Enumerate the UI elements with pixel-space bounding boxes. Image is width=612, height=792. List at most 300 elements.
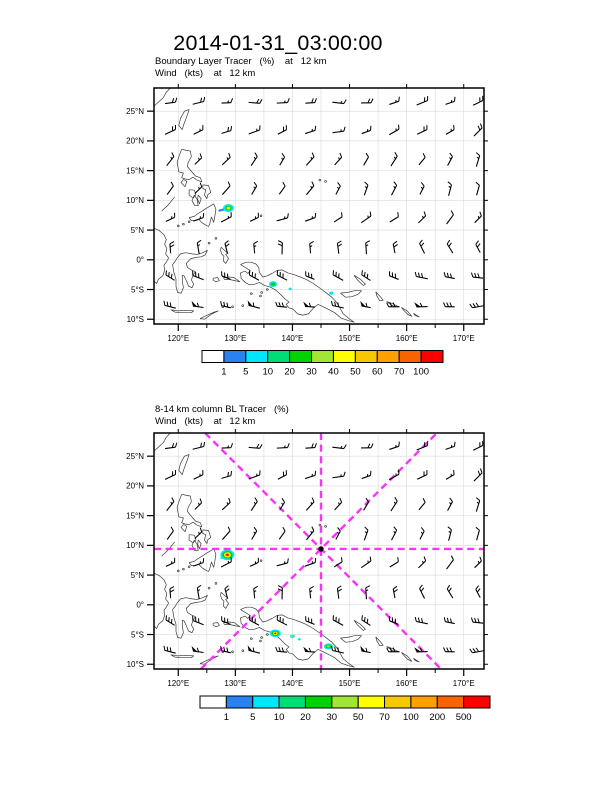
wind-barb-tick [477, 589, 480, 593]
wind-barb [333, 615, 343, 625]
wind-barb-tick [260, 99, 262, 103]
colorbar-cell [358, 696, 384, 708]
lat-tick-label: 20°N [126, 481, 144, 491]
wind-barb-shaft [165, 305, 176, 308]
wind-barb [364, 182, 368, 195]
wind-barb [446, 97, 456, 105]
colorbar-label: 50 [352, 712, 364, 723]
wind-barb-tick [448, 527, 452, 530]
wind-barb-tick [415, 272, 416, 276]
wind-barb-tick [338, 244, 342, 246]
wind-barb [191, 646, 203, 652]
lat-tick-label: 0° [136, 255, 144, 265]
lat-tick-label: 25°N [126, 106, 144, 116]
wind-barb [418, 212, 425, 223]
wind-barb-shaft [474, 473, 482, 481]
wind-barb-shaft [165, 475, 175, 480]
wind-barb-shaft [419, 157, 425, 164]
wind-barb [195, 528, 202, 539]
wind-barb-shaft [364, 157, 369, 165]
wind-barb-tick [366, 153, 369, 157]
wind-barb-shaft [277, 218, 288, 221]
wind-barb-shaft [277, 563, 288, 566]
wind-barb-tick [398, 557, 399, 562]
wind-barb [447, 240, 453, 253]
wind-barb-tick [344, 127, 345, 131]
wind-barb [476, 498, 479, 512]
wind-barb [277, 213, 289, 220]
colorbar-cell [200, 696, 226, 708]
wind-barb-tick [315, 471, 316, 476]
wind-barb [475, 212, 482, 223]
wind-barb-shaft [165, 447, 175, 448]
wind-barb-shaft [393, 244, 395, 253]
wind-barb-tick [170, 587, 174, 589]
colorbar-cell [226, 696, 252, 708]
wind-barb-tick [476, 586, 479, 590]
wind-barb-shaft [335, 502, 342, 510]
wind-barb-halftick [199, 503, 200, 505]
wind-barb-shaft [166, 620, 175, 625]
wind-barb [249, 125, 260, 134]
islet [260, 640, 262, 642]
wind-barb [444, 648, 455, 652]
wind-barb-shaft [170, 589, 171, 598]
wind-barb-halftick [394, 186, 395, 188]
wind-barb-tick [477, 244, 480, 248]
wind-barb-shaft [391, 156, 397, 166]
wind-barb-tick [312, 182, 314, 186]
islet [319, 179, 321, 181]
wind-barb [277, 443, 289, 448]
wind-barb-tick [471, 273, 472, 277]
coastline [213, 278, 219, 282]
wind-barb [254, 586, 258, 598]
tracer-blob-ring [327, 645, 330, 647]
wind-barb-tick [473, 648, 476, 652]
lon-tick-label: 170°E [452, 679, 475, 688]
wind-barb-tick [371, 444, 373, 448]
wind-barb-tick [283, 182, 285, 186]
wind-barb-shaft [446, 446, 455, 449]
lon-tick-label: 130°E [224, 334, 247, 343]
wind-barb-tick [447, 240, 450, 244]
wind-barb-shaft [477, 185, 480, 195]
colorbar-cell [411, 696, 437, 708]
wind-barb-layer [164, 96, 484, 308]
wind-barb-halftick [171, 502, 172, 504]
islet [325, 180, 327, 182]
panel2-tracer-subtitle: 8-14 km column BL Tracer (%) [155, 404, 289, 415]
wind-barb-tick [231, 98, 233, 102]
wind-barb-tick [424, 212, 426, 216]
wind-barb-halftick [339, 502, 340, 504]
lon-tick-label: 170°E [452, 334, 475, 343]
tracer-blob [220, 204, 235, 212]
wind-barb-tick [312, 527, 314, 531]
wind-barb-shaft [473, 100, 483, 105]
colorbar-label: 20 [300, 712, 311, 723]
wind-barb-shaft [475, 216, 482, 223]
wind-barb-tick [342, 212, 343, 217]
wind-barb-tick [370, 557, 371, 562]
wind-barb-shaft [310, 589, 311, 599]
wind-barb-shaft [305, 563, 315, 567]
wind-barb-tick [288, 98, 290, 102]
wind-barb-tick [175, 443, 176, 447]
wind-barb [389, 442, 399, 450]
wind-barb-shaft [167, 157, 174, 166]
wind-barb-tick [204, 442, 205, 447]
coastline [354, 620, 365, 630]
wind-barb [420, 585, 425, 599]
wind-barb-tick [278, 244, 282, 246]
wind-barb-tick [450, 153, 453, 157]
wind-barb [278, 470, 287, 479]
wind-barb-pennant [360, 301, 365, 307]
wind-barb [362, 615, 371, 625]
wind-barb-halftick [199, 158, 200, 160]
wind-barb-shaft [332, 131, 343, 133]
colorbar-label: 1 [223, 712, 230, 723]
wind-barb-tick [364, 617, 365, 622]
tracer-blob-ring [298, 638, 301, 640]
wind-barb-tick [344, 472, 345, 476]
coastline [340, 636, 361, 643]
wind-barb [222, 271, 231, 279]
wind-barb-shaft [277, 103, 288, 104]
wind-barb-shaft [366, 243, 367, 254]
lon-tick-label: 140°E [281, 334, 304, 343]
wind-barb-tick [170, 245, 174, 247]
wind-barb-pennant [248, 300, 253, 306]
lat-tick-label: 5°N [130, 570, 144, 580]
coastline [376, 637, 383, 646]
wind-barb-tick [451, 556, 453, 560]
wind-barb [305, 471, 315, 479]
wind-barb [277, 98, 289, 103]
wind-barb [195, 154, 202, 165]
wind-barb-tick [394, 589, 398, 592]
lat-tick-label: 0° [136, 600, 144, 610]
wind-barb [276, 647, 287, 652]
islet [183, 223, 185, 225]
wind-barb-tick [288, 558, 289, 563]
colorbar-cell [421, 351, 443, 363]
colorbar-label: 5 [243, 366, 249, 378]
wind-barb [362, 126, 371, 134]
wind-barb-shaft [279, 531, 285, 539]
wind-barb-tick [394, 244, 398, 247]
wind-barb-tick [424, 557, 426, 561]
wind-barb-halftick [394, 157, 395, 159]
coastline [241, 607, 355, 667]
tracer-blob-ring [227, 207, 231, 210]
colorbar-cell [279, 696, 305, 708]
colorbar-label: 100 [413, 366, 430, 378]
wind-barb [170, 242, 174, 254]
star-center-dot [318, 546, 323, 551]
wind-barb-halftick [477, 157, 479, 159]
wind-barb-tick [478, 126, 480, 130]
wind-barb [415, 617, 428, 624]
wind-barb [471, 273, 483, 279]
wind-barb-tick [200, 528, 201, 532]
wind-barb-shaft [165, 650, 176, 653]
wind-barb [167, 497, 174, 510]
lat-tick-label: 15°N [126, 166, 144, 176]
islet [261, 292, 263, 294]
wind-barb [221, 212, 231, 222]
islet [260, 560, 262, 562]
colorbar-label: 30 [306, 366, 317, 378]
wind-barb-pennant [414, 302, 421, 307]
wind-barb [473, 96, 483, 105]
wind-barb-shaft [362, 620, 371, 626]
wind-barb-pennant [248, 645, 253, 651]
colorbar-label: 70 [379, 712, 390, 723]
panel1-tracer-subtitle: Boundary Layer Tracer (%) at 12 km [155, 56, 327, 67]
wind-barb-shaft [195, 187, 202, 193]
islet [232, 651, 234, 653]
wind-barb-tick [470, 649, 473, 653]
wind-barb [420, 182, 424, 194]
wind-barb-shaft [193, 101, 204, 104]
wind-barb-tick [315, 98, 317, 102]
wind-barb [335, 498, 342, 510]
wind-barb [476, 241, 480, 253]
lat-tick-label: 10°N [126, 541, 144, 551]
wind-barb-tick [228, 127, 229, 132]
wind-barb [332, 127, 345, 133]
wind-barb [166, 270, 175, 280]
wind-barb-tick [288, 443, 290, 447]
wind-barb [444, 272, 455, 278]
wind-barb-shaft [222, 157, 230, 164]
wind-barb [474, 469, 482, 482]
wind-barb [470, 303, 484, 308]
wind-barb [193, 558, 203, 566]
wind-barb [249, 270, 259, 280]
wind-barb-shaft [364, 530, 368, 540]
wind-barb-halftick [423, 561, 424, 563]
wind-barb-shaft [167, 186, 173, 195]
wind-barb [447, 556, 454, 569]
wind-barb [335, 153, 342, 165]
wind-barb-shaft [419, 502, 425, 509]
wind-barb-shaft [167, 531, 173, 540]
wind-barb-tick [342, 557, 343, 562]
wind-barb [279, 527, 285, 539]
wind-barb [252, 182, 257, 194]
panel2-wind-subtitle: Wind (kts) at 12 km [155, 416, 256, 427]
wind-barb-tick [312, 498, 314, 502]
wind-barb-shaft [222, 131, 231, 134]
wind-barb [222, 443, 233, 448]
wind-barb-shaft [390, 217, 399, 222]
wind-barb-tick [228, 527, 230, 531]
wind-barb [389, 271, 398, 279]
wind-barb-tick [448, 182, 452, 185]
wind-barb-shaft [417, 101, 428, 105]
wind-barb-halftick [339, 157, 340, 159]
figure-title: 2014-01-31_03:00:00 [173, 31, 383, 55]
islet [260, 295, 262, 297]
wind-barb [222, 616, 231, 624]
colorbar-cell [253, 696, 279, 708]
star-diagonal-line [205, 433, 441, 669]
wind-barb [391, 152, 397, 166]
colorbar-label: 500 [455, 712, 472, 723]
wind-barb-halftick [227, 157, 228, 159]
wind-barb-tick [337, 241, 341, 243]
wind-barb [277, 558, 289, 565]
wind-barb-tick [257, 99, 259, 103]
lon-tick-label: 140°E [281, 679, 304, 688]
wind-barb-shaft [446, 101, 455, 104]
wind-barb-tick [171, 182, 173, 186]
wind-barb [306, 498, 314, 511]
wind-barb [193, 442, 205, 449]
wind-barb-tick [200, 499, 202, 503]
wind-barb-shaft [249, 102, 260, 103]
wind-barb-shaft [306, 502, 314, 510]
wind-barb-tick [450, 648, 452, 652]
tracer-blob-ring [274, 632, 276, 634]
wind-barb [337, 241, 341, 254]
wind-barb-tick [395, 152, 397, 156]
wind-barb [306, 182, 313, 195]
wind-barb [415, 272, 428, 279]
wind-barb-pennant [191, 646, 197, 652]
wind-barb-tick [476, 648, 479, 652]
wind-barb [193, 213, 203, 221]
lon-tick-label: 150°E [338, 334, 361, 343]
wind-barb-shaft [418, 216, 425, 223]
wind-barb-tick [170, 242, 174, 244]
colorbar-cell [464, 696, 490, 708]
wind-barb-shaft [197, 243, 199, 254]
wind-barb-tick [450, 303, 452, 307]
wind-barb [250, 213, 258, 222]
colorbar-label: 20 [284, 366, 295, 378]
wind-barb-tick [226, 589, 230, 592]
wind-barb-tick [455, 97, 456, 102]
tracer-blob-ring [289, 288, 292, 291]
wind-barb-shaft [254, 589, 255, 599]
tracer-blob-ring [271, 283, 275, 286]
wind-barb-tick [338, 182, 341, 186]
wind-barb-tick [231, 443, 233, 447]
wind-barb-halftick [311, 531, 312, 533]
wind-barb [417, 125, 427, 134]
map-panel-boundary-layer-tracer [126, 84, 488, 378]
wind-barb-shaft [170, 244, 171, 253]
wind-barb-shaft [361, 216, 371, 223]
wind-barb [280, 498, 285, 510]
wind-barb-tick [340, 498, 342, 502]
wind-barb [391, 497, 397, 511]
colorbar-cell [399, 351, 421, 363]
wind-barb [337, 586, 341, 599]
lon-tick-label: 160°E [395, 334, 418, 343]
wind-barb-tick [365, 527, 368, 530]
wind-barb-halftick [282, 158, 283, 160]
wind-barb [278, 125, 287, 134]
wind-barb [473, 441, 483, 450]
wind-barb-tick [480, 212, 482, 216]
wind-barb-tick [171, 527, 173, 531]
wind-barb [419, 498, 425, 510]
wind-barb-tick [171, 274, 172, 279]
wind-barb-shaft [222, 531, 230, 540]
wind-barb-halftick [478, 216, 479, 218]
wind-barb [222, 182, 230, 195]
wind-barb [193, 271, 204, 280]
wind-barb [167, 152, 174, 165]
wind-barb-tick [368, 99, 370, 103]
wind-barb [446, 442, 456, 450]
wind-barb [389, 97, 399, 105]
wind-barb [332, 472, 345, 478]
islet [261, 637, 263, 639]
wind-barb-tick [225, 586, 229, 589]
wind-barb [393, 586, 397, 598]
coastline [189, 190, 196, 198]
wind-barb-halftick [282, 503, 283, 505]
wind-barb [361, 557, 371, 568]
wind-barb [420, 240, 425, 254]
wind-barb [306, 153, 314, 166]
wind-barb-shaft [446, 130, 454, 135]
wind-barb-shaft [447, 215, 454, 224]
coastline [198, 195, 201, 204]
colorbar-label: 1 [221, 366, 227, 378]
wind-barb [447, 211, 454, 224]
coastline [213, 623, 219, 627]
islet [183, 568, 185, 570]
colorbar [200, 696, 490, 723]
wind-barb [193, 616, 204, 625]
wind-barb [361, 444, 373, 448]
wind-barb-tick [170, 590, 174, 592]
wind-barb-tick [169, 272, 170, 277]
wind-barb [310, 241, 314, 253]
lon-tick-label: 130°E [224, 679, 247, 688]
wind-barb-tick [283, 527, 285, 531]
wind-barb [470, 648, 484, 653]
wind-barb-tick [476, 527, 480, 530]
wind-barb-shaft [362, 275, 371, 281]
wind-barb [195, 183, 202, 194]
wind-barb [476, 182, 480, 195]
coastline [173, 595, 208, 638]
wind-barb [165, 98, 177, 104]
wind-barb-halftick [365, 186, 367, 188]
wind-barb-halftick [449, 186, 451, 188]
panel1-wind-subtitle: Wind (kts) at 12 km [155, 68, 256, 79]
wind-barb-shaft [305, 103, 314, 104]
wind-barb-halftick [311, 502, 312, 504]
lat-tick-label: 5°N [130, 225, 144, 235]
wind-barb-shaft [250, 562, 258, 566]
wind-barb-tick [204, 97, 205, 102]
coastline [376, 292, 383, 301]
wind-barb-tick [476, 241, 479, 245]
wind-barb-shaft [445, 277, 455, 279]
wind-barb-tick [164, 301, 165, 306]
wind-barb-halftick [311, 157, 312, 159]
